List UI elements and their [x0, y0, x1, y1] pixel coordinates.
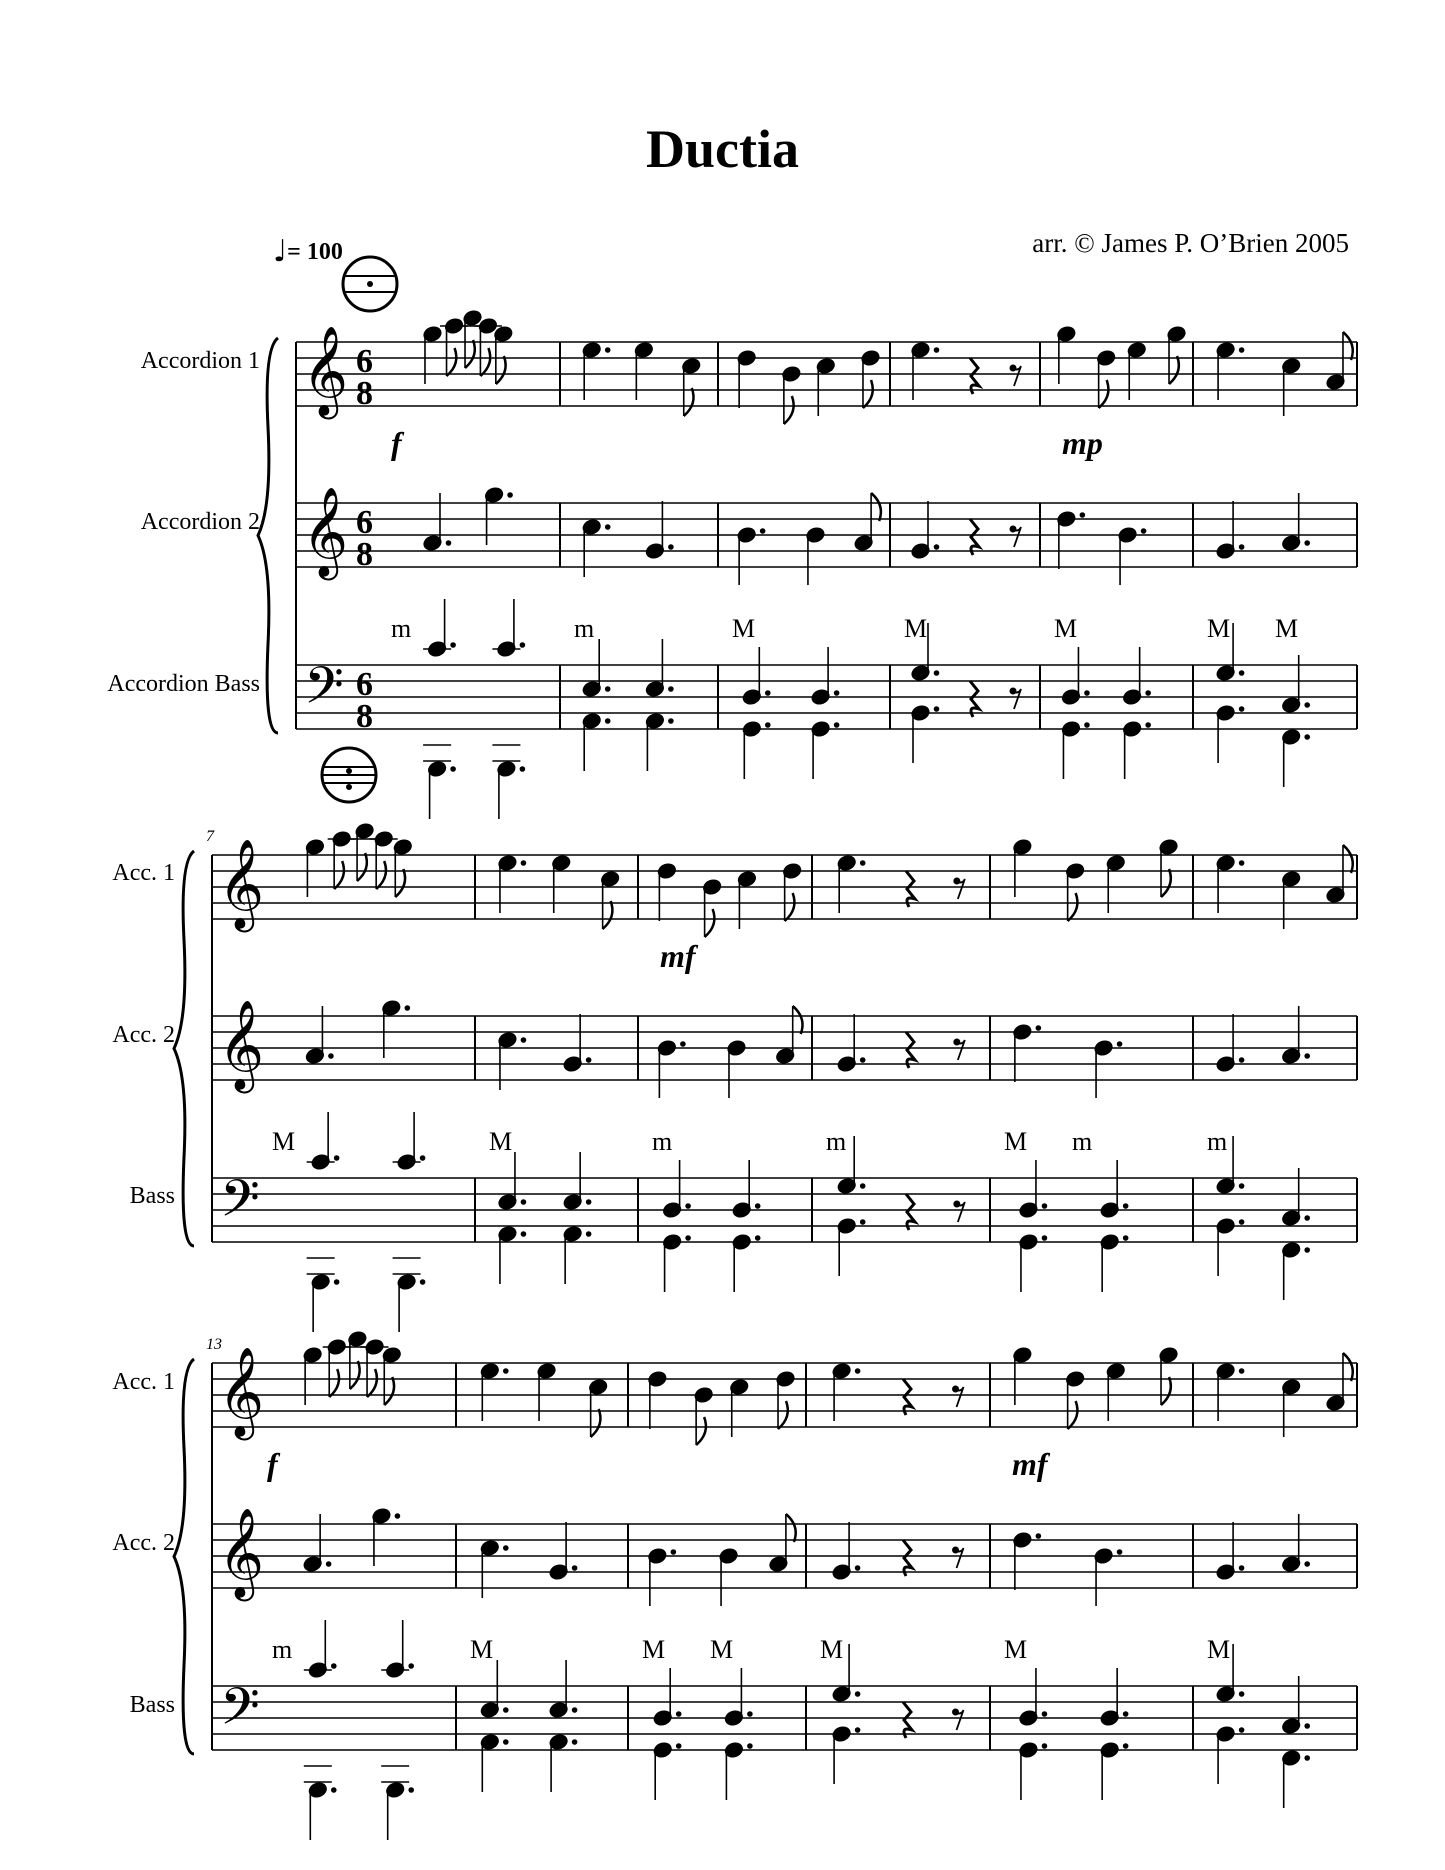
- instrument-label-bass: Bass: [129, 1692, 175, 1718]
- eighth-rest: [956, 1710, 964, 1730]
- augmentation-dot: [1036, 1025, 1042, 1031]
- note-flag: [1343, 845, 1353, 873]
- augmentation-dot: [668, 686, 674, 692]
- treble-clef-icon: 𝄞: [218, 839, 265, 929]
- augmentation-dot: [395, 1513, 401, 1519]
- augmentation-dot: [520, 642, 526, 648]
- chord-symbol: M: [1054, 614, 1078, 643]
- augmentation-dot: [1036, 1533, 1042, 1539]
- augmentation-dot: [408, 1787, 414, 1793]
- augmentation-dot: [334, 1279, 340, 1285]
- augmentation-dot: [1239, 1691, 1245, 1697]
- augmentation-dot: [1304, 702, 1310, 708]
- note-flag: [376, 861, 386, 889]
- instrument-label-acc2: Accordion 2: [140, 509, 260, 535]
- augmentation-dot: [521, 1199, 527, 1205]
- note-flag: [1068, 1401, 1078, 1429]
- augmentation-dot: [934, 670, 940, 676]
- chord-symbol: m: [391, 614, 412, 643]
- augmentation-dot: [1239, 706, 1245, 712]
- augmentation-dot: [586, 1057, 592, 1063]
- augmentation-dot: [446, 540, 452, 546]
- time-signature-top: 6: [356, 504, 373, 541]
- augmentation-dot: [605, 524, 611, 530]
- augmentation-dot: [668, 544, 674, 550]
- note-flag: [705, 909, 715, 937]
- chord-symbol: M: [1275, 614, 1299, 643]
- system-brace: [174, 1359, 194, 1754]
- augmentation-dot: [1304, 1723, 1310, 1729]
- chord-symbol: M: [489, 1127, 513, 1156]
- augmentation-dot: [1042, 1235, 1048, 1241]
- augmentation-dot: [1084, 690, 1090, 696]
- augmentation-dot: [405, 1005, 411, 1011]
- dynamic-marking: f: [267, 1446, 278, 1482]
- augmentation-dot: [1042, 1711, 1048, 1717]
- augmentation-dot: [747, 1743, 753, 1749]
- augmentation-dot: [755, 1235, 761, 1241]
- chord-symbol: M: [710, 1635, 734, 1664]
- quarter-rest: [906, 1032, 915, 1068]
- chord-symbol: M: [820, 1635, 844, 1664]
- augmentation-dot: [934, 544, 940, 550]
- dynamic-marking: mf: [660, 938, 696, 974]
- chord-symbol: m: [1072, 1127, 1093, 1156]
- quarter-rest: [970, 681, 979, 717]
- chord-symbol: m: [574, 614, 595, 643]
- augmentation-dot: [755, 1203, 761, 1209]
- augmentation-dot: [1304, 1247, 1310, 1253]
- augmentation-dot: [331, 1787, 337, 1793]
- augmentation-dot: [1239, 1368, 1245, 1374]
- augmentation-dot: [521, 860, 527, 866]
- augmentation-dot: [1145, 722, 1151, 728]
- augmentation-dot: [1239, 1057, 1245, 1063]
- augmentation-dot: [765, 690, 771, 696]
- augmentation-dot: [520, 766, 526, 772]
- measure-number: 7: [206, 828, 214, 845]
- augmentation-dot: [680, 1041, 686, 1047]
- eighth-rest: [1013, 689, 1021, 709]
- note-flag: [1161, 869, 1171, 897]
- chord-symbol: m: [1207, 1127, 1228, 1156]
- augmentation-dot: [1141, 528, 1147, 534]
- quarter-note-icon: ♩: [273, 234, 288, 269]
- note-flag: [480, 348, 490, 376]
- treble-clef-icon: 𝄞: [302, 326, 349, 416]
- chord-symbol: m: [826, 1127, 847, 1156]
- augmentation-dot: [328, 1053, 334, 1059]
- note-flag: [786, 1514, 796, 1542]
- note-flag: [684, 388, 694, 416]
- augmentation-dot: [1239, 860, 1245, 866]
- instrument-label-bass: Accordion Bass: [107, 671, 260, 697]
- augmentation-dot: [1084, 722, 1090, 728]
- augmentation-dot: [685, 1235, 691, 1241]
- time-signature-bottom: 8: [356, 698, 373, 735]
- arranger-credit: arr. © James P. O’Brien 2005: [1032, 228, 1349, 258]
- eighth-rest: [956, 1387, 964, 1407]
- augmentation-dot: [1239, 1183, 1245, 1189]
- augmentation-dot: [586, 1231, 592, 1237]
- eighth-rest: [957, 1202, 965, 1222]
- tempo-value: = 100: [287, 239, 343, 265]
- augmentation-dot: [1304, 1755, 1310, 1761]
- note-flag: [1099, 380, 1109, 408]
- chord-symbol: M: [272, 1127, 296, 1156]
- quarter-rest: [970, 519, 979, 555]
- note-flag: [591, 1409, 601, 1437]
- augmentation-dot: [331, 1663, 337, 1669]
- augmentation-dot: [521, 1231, 527, 1237]
- note-flag: [1169, 356, 1179, 384]
- dynamic-marking: mf: [1012, 1446, 1048, 1482]
- page-title: Ductia: [646, 119, 799, 179]
- note-flag: [447, 348, 457, 376]
- augmentation-dot: [860, 860, 866, 866]
- note-flag: [367, 1369, 377, 1397]
- augmentation-dot: [450, 766, 456, 772]
- augmentation-dot: [503, 1368, 509, 1374]
- augmentation-dot: [1123, 1743, 1129, 1749]
- augmentation-dot: [860, 1219, 866, 1225]
- eighth-rest: [957, 1040, 965, 1060]
- augmentation-dot: [605, 718, 611, 724]
- note-flag: [1343, 1353, 1353, 1381]
- augmentation-dot: [855, 1727, 861, 1733]
- augmentation-dot: [765, 722, 771, 728]
- bass-register-icon: [346, 784, 352, 790]
- augmentation-dot: [1239, 347, 1245, 353]
- dynamic-marking: mp: [1062, 425, 1103, 461]
- augmentation-dot: [860, 1183, 866, 1189]
- note-flag: [863, 380, 873, 408]
- treble-clef-icon: 𝄞: [218, 1000, 265, 1090]
- note-flag: [784, 396, 794, 424]
- augmentation-dot: [503, 1707, 509, 1713]
- augmentation-dot: [420, 1279, 426, 1285]
- note-flag: [793, 1006, 803, 1034]
- quarter-rest: [903, 1702, 912, 1738]
- augmentation-dot: [855, 1368, 861, 1374]
- augmentation-dot: [676, 1711, 682, 1717]
- chord-symbol: m: [272, 1635, 293, 1664]
- augmentation-dot: [1042, 1203, 1048, 1209]
- note-flag: [384, 1377, 394, 1405]
- augmentation-dot: [521, 1037, 527, 1043]
- augmentation-dot: [408, 1663, 414, 1669]
- treble-clef-icon: 𝄞: [218, 1347, 265, 1437]
- augmentation-dot: [1304, 734, 1310, 740]
- augmentation-dot: [326, 1561, 332, 1567]
- instrument-label-bass: Bass: [129, 1183, 175, 1209]
- note-flag: [395, 869, 405, 897]
- measure-number: 13: [206, 1336, 222, 1353]
- bass-register-icon: [346, 768, 352, 774]
- augmentation-dot: [420, 1155, 426, 1161]
- augmentation-dot: [507, 492, 513, 498]
- augmentation-dot: [1123, 1235, 1129, 1241]
- chord-symbol: M: [732, 614, 756, 643]
- augmentation-dot: [503, 1739, 509, 1745]
- system-brace: [174, 851, 194, 1246]
- treble-clef-icon: 𝄞: [302, 487, 349, 577]
- chord-symbol: M: [1004, 1127, 1028, 1156]
- note-flag: [1068, 893, 1078, 921]
- chord-symbol: M: [1207, 1635, 1231, 1664]
- note-flag: [603, 901, 613, 929]
- treble-clef-icon: 𝄞: [218, 1508, 265, 1598]
- augmentation-dot: [1239, 1219, 1245, 1225]
- augmentation-dot: [855, 1691, 861, 1697]
- augmentation-dot: [605, 686, 611, 692]
- eighth-rest: [1013, 527, 1021, 547]
- augmentation-dot: [503, 1545, 509, 1551]
- note-flag: [778, 1401, 788, 1429]
- note-flag: [357, 853, 367, 881]
- note-flag: [1343, 332, 1353, 360]
- augmentation-dot: [860, 1057, 866, 1063]
- instrument-label-acc2: Acc. 2: [112, 1530, 175, 1556]
- augmentation-dot: [334, 1155, 340, 1161]
- augmentation-dot: [605, 347, 611, 353]
- augmentation-dot: [1123, 1203, 1129, 1209]
- chord-symbol: M: [470, 1635, 494, 1664]
- augmentation-dot: [1239, 544, 1245, 550]
- bass-clef-icon: 𝄢: [220, 1168, 260, 1241]
- note-flag: [1161, 1377, 1171, 1405]
- time-signature-bottom: 8: [356, 375, 373, 412]
- augmentation-dot: [1239, 1727, 1245, 1733]
- augmentation-dot: [572, 1707, 578, 1713]
- bass-clef-icon: 𝄢: [304, 655, 344, 728]
- augmentation-dot: [1304, 1215, 1310, 1221]
- augmentation-dot: [572, 1565, 578, 1571]
- note-flag: [696, 1417, 706, 1445]
- note-flag: [871, 493, 881, 521]
- note-flag: [465, 340, 475, 368]
- augmentation-dot: [1304, 1561, 1310, 1567]
- note-flag: [496, 356, 506, 384]
- note-flag: [785, 893, 795, 921]
- eighth-rest: [1013, 366, 1021, 386]
- dynamic-marking: f: [391, 425, 402, 461]
- augmentation-dot: [668, 718, 674, 724]
- instrument-label-acc1: Accordion 1: [140, 348, 260, 374]
- augmentation-dot: [1080, 512, 1086, 518]
- instrument-label-acc2: Acc. 2: [112, 1022, 175, 1048]
- augmentation-dot: [1304, 540, 1310, 546]
- note-flag: [334, 861, 344, 889]
- augmentation-dot: [747, 1711, 753, 1717]
- time-signature-top: 6: [356, 343, 373, 380]
- chord-symbol: m: [652, 1127, 673, 1156]
- augmentation-dot: [1042, 1743, 1048, 1749]
- chord-symbol: M: [642, 1635, 666, 1664]
- chord-symbol: M: [1004, 1635, 1028, 1664]
- eighth-rest: [956, 1548, 964, 1568]
- augmentation-dot: [1239, 1565, 1245, 1571]
- bass-clef-icon: 𝄢: [220, 1676, 260, 1749]
- augmentation-dot: [1304, 1053, 1310, 1059]
- augmentation-dot: [572, 1739, 578, 1745]
- augmentation-dot: [1239, 670, 1245, 676]
- augmentation-dot: [834, 690, 840, 696]
- time-signature-top: 6: [356, 666, 373, 703]
- augmentation-dot: [1117, 1549, 1123, 1555]
- note-flag: [350, 1361, 360, 1389]
- instrument-label-acc1: Acc. 1: [112, 1369, 175, 1395]
- augmentation-dot: [855, 1565, 861, 1571]
- augmentation-dot: [760, 528, 766, 534]
- chord-symbol: M: [1207, 614, 1231, 643]
- augmentation-dot: [834, 722, 840, 728]
- instrument-label-acc1: Acc. 1: [112, 860, 175, 886]
- quarter-rest: [906, 1194, 915, 1230]
- augmentation-dot: [1145, 690, 1151, 696]
- quarter-rest: [903, 1379, 912, 1415]
- augmentation-dot: [1117, 1041, 1123, 1047]
- augmentation-dot: [1123, 1711, 1129, 1717]
- augmentation-dot: [450, 642, 456, 648]
- eighth-rest: [957, 879, 965, 899]
- augmentation-dot: [671, 1549, 677, 1555]
- quarter-rest: [970, 358, 979, 394]
- augmentation-dot: [586, 1199, 592, 1205]
- quarter-rest: [903, 1540, 912, 1576]
- augmentation-dot: [676, 1743, 682, 1749]
- augmentation-dot: [934, 706, 940, 712]
- quarter-rest: [906, 871, 915, 907]
- chord-symbol: M: [904, 614, 928, 643]
- time-signature-bottom: 8: [356, 536, 373, 573]
- treble-register-icon: [367, 281, 373, 287]
- note-flag: [329, 1369, 339, 1397]
- augmentation-dot: [934, 347, 940, 353]
- system-brace: [258, 338, 278, 733]
- augmentation-dot: [685, 1203, 691, 1209]
